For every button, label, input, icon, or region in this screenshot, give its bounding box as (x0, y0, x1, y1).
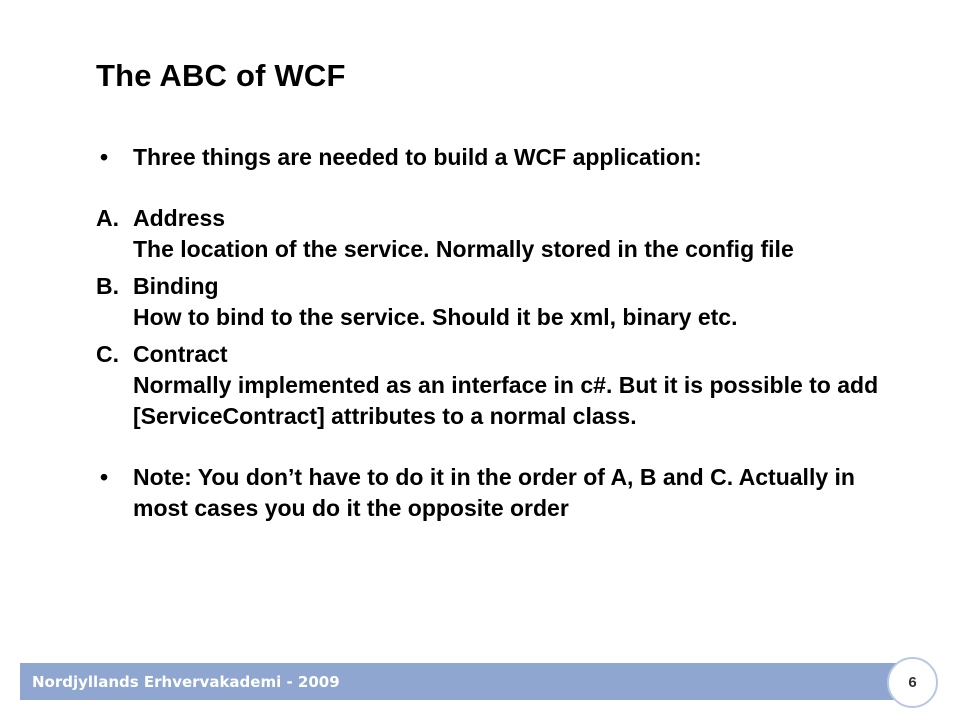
note-bullet (96, 462, 916, 524)
page-number: 6 (908, 674, 917, 691)
list-item-address (96, 203, 916, 265)
bullet-marker: • (100, 464, 109, 490)
item-heading: Contract (133, 341, 228, 367)
item-body: Normally implemented as an interface in c#. But it is possible to add [ServiceContract] attributes to a normal class. (133, 372, 879, 429)
item-body: The location of the service. Normally stored in the config file (133, 236, 794, 262)
list-marker: A. (96, 205, 119, 231)
list-marker: C. (96, 341, 119, 367)
footer-text: Nordjyllands Erhvervakademi - 2009 (32, 673, 340, 691)
page-number-badge (887, 657, 938, 708)
note-text: Note: You don’t have to do it in the order of A, B and C. Actually in most cases you do it the opposite order (133, 464, 855, 521)
footer-bar (20, 663, 896, 700)
bullet-marker: • (100, 144, 109, 170)
list-item-contract (96, 339, 916, 432)
item-body: How to bind to the service. Should it be xml, binary etc. (133, 304, 738, 330)
item-heading: Address (133, 205, 226, 231)
list-marker: B. (96, 273, 119, 299)
intro-text: Three things are needed to build a WCF application: (133, 144, 702, 170)
slide-content (96, 142, 916, 524)
intro-bullet (96, 142, 916, 173)
slide-title: The ABC of WCF (96, 58, 346, 93)
item-heading: Binding (133, 273, 219, 299)
list-item-binding (96, 271, 916, 333)
